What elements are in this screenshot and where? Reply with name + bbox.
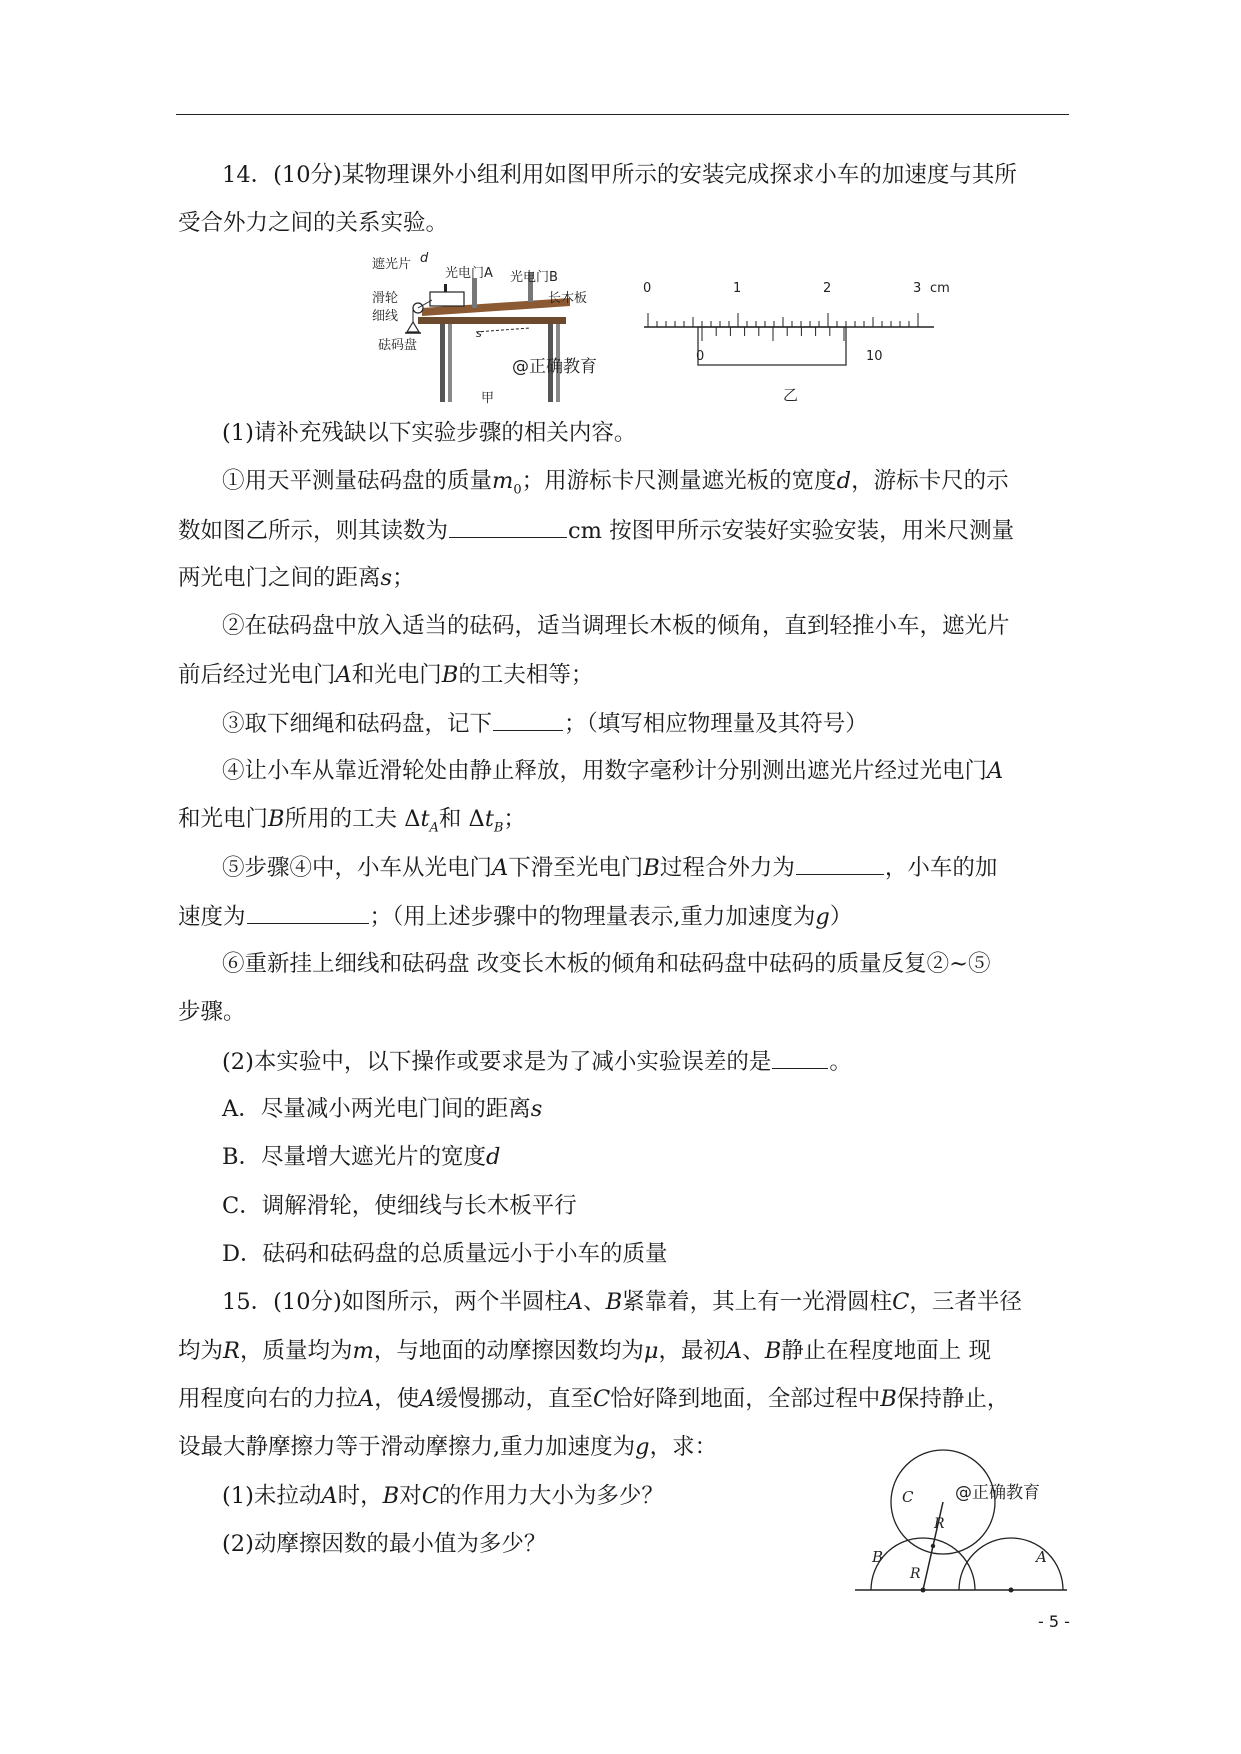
- q14-step2-line1: ②在砝码盘中放入适当的砝码，适当调理长木板的倾角，直到轻推小车，遮光片: [222, 613, 1010, 639]
- q14-step4-line2: 和光电门B所用的工夫 $\Delta t_A$和 $\Delta t_B$；: [178, 806, 526, 836]
- q15-sub1: (1)未拉动A时，B对C的作用力大小为多少？: [222, 1483, 664, 1509]
- answer-blank-part2[interactable]: [772, 1046, 828, 1069]
- q14-step1-line2: 数如图乙所示，则其读数为 cm 按图甲所示安装好实验安装，用米尺测量: [178, 515, 1014, 546]
- watermark-fig-a: @正确教育: [512, 357, 597, 377]
- label-board: 长木板: [548, 291, 588, 306]
- q14-step1-line1: ①用天平测量砝码盘的质量$m_0$；用游标卡尺测量遮光板的宽度d，游标卡尺的示: [222, 468, 1009, 498]
- q14-step6-line2: 步骤。: [178, 999, 246, 1025]
- label-gate-b: 光电门B: [510, 270, 558, 285]
- fig15-label-c: C: [902, 1488, 914, 1506]
- q15-line2: 均为R，质量均为m，与地面的动摩擦因数均为μ，最初A、B静止在程度地面上 现: [178, 1338, 991, 1364]
- q14-option-b: B．尽量增大遮光片的宽度d: [222, 1144, 501, 1170]
- vernier-tick-label-0: 0: [696, 349, 705, 364]
- main-tick-label-1: 1: [733, 281, 742, 296]
- unit-cm: cm: [930, 281, 950, 296]
- caption-jia: 甲: [481, 391, 495, 406]
- q14-step1-line3: 两光电门之间的距离s；: [178, 565, 415, 591]
- vernier-scale-figure: [640, 295, 940, 375]
- q14-step2-line2: 前后经过光电门A和光电门B的工夫相等；: [178, 662, 594, 688]
- q14-part2: (2)本实验中，以下操作或要求是为了减小实验误差的是 。: [222, 1046, 852, 1077]
- watermark-fig-15: @正确教育: [955, 1483, 1040, 1503]
- label-s: s: [476, 327, 482, 340]
- main-tick-label-3: 3: [913, 281, 922, 296]
- header-rule: [176, 114, 1069, 115]
- q14-option-c: C．调解滑轮，使细线与长木板平行: [222, 1193, 577, 1219]
- label-d: d: [420, 251, 429, 266]
- q14-header: 14．(10分)某物理课外小组利用如图甲所示的安装完成探求小车的加速度与其所: [222, 162, 1017, 188]
- vernier-tick-label-10: 10: [866, 349, 883, 364]
- q14-step3: ③取下细绳和砝码盘，记下 ；（填写相应物理量及其符号）: [222, 708, 868, 739]
- fig15-label-r2: R: [910, 1566, 921, 1582]
- fig15-label-a: A: [1036, 1548, 1047, 1566]
- label-pulley: 滑轮: [372, 291, 399, 306]
- answer-blank-reading[interactable]: [449, 515, 567, 538]
- q15-line3: 用程度向右的力拉A，使A缓慢挪动，直至C恰好降到地面，全部过程中B保持静止，: [178, 1386, 1010, 1412]
- q14-step6-line1: ⑥重新挂上细线和砝码盘 改变长木板的倾角和砝码盘中砝码的质量反复②~⑤: [222, 951, 991, 977]
- label-gate-a: 光电门A: [445, 266, 493, 281]
- main-tick-label-2: 2: [823, 281, 832, 296]
- q14-part1: (1)请补充残缺以下实验步骤的相关内容。: [222, 420, 637, 446]
- fig15-label-b: B: [872, 1548, 884, 1566]
- q14-option-d: D．砝码和砝码盘的总质量远小于小车的质量: [222, 1241, 668, 1267]
- label-zheguangpian: 遮光片: [372, 257, 412, 272]
- label-string: 细线: [372, 309, 399, 324]
- main-tick-label-0: 0: [643, 281, 652, 296]
- q15-line4: 设最大静摩擦力等于滑动摩擦力,重力加速度为g，求：: [178, 1434, 718, 1460]
- q14-header-cont: 受合外力之间的关系实验。: [178, 210, 449, 236]
- answer-blank-record[interactable]: [493, 708, 563, 731]
- page-number: - 5 -: [1038, 1612, 1070, 1631]
- caption-yi: 乙: [783, 386, 799, 404]
- fig15-label-r1: R: [934, 1516, 945, 1532]
- q15-line1: 15．(10分)如图所示，两个半圆柱A、B紧靠着，其上有一光滑圆柱C，三者半径: [222, 1289, 1022, 1315]
- q14-step5-line2: 速度为 ；（用上述步骤中的物理量表示,重力加速度为g）: [178, 901, 852, 932]
- q14-step4-line1: ④让小车从靠近滑轮处由静止释放，用数字毫秒计分别测出遮光片经过光电门A: [222, 758, 1004, 784]
- q14-step5-line1: ⑤步骤④中，小车从光电门A下滑至光电门B过程合外力为 ，小车的加: [222, 852, 997, 883]
- label-pan: 砝码盘: [378, 338, 418, 353]
- q15-sub2: (2)动摩擦因数的最小值为多少？: [222, 1531, 547, 1557]
- q14-option-a: A．尽量减小两光电门间的距离s: [222, 1096, 543, 1122]
- answer-blank-force[interactable]: [796, 852, 884, 875]
- answer-blank-acceleration[interactable]: [247, 901, 369, 924]
